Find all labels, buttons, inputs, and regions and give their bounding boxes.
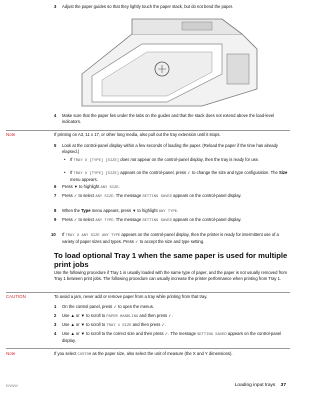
step-7-text	[62, 193, 290, 200]
text: If you select	[54, 351, 78, 356]
footer-title	[235, 383, 286, 388]
text: as the paper size, also select the unit of measure (the X and Y dimensions).	[91, 351, 233, 356]
text: menu appears.	[70, 177, 98, 182]
text: When the	[62, 208, 82, 213]
menu-name: Type	[81, 208, 91, 213]
display-message: SETTING SAVED	[197, 333, 227, 337]
step-3-number: 3	[54, 4, 57, 9]
footer-section: Loading input trays	[234, 383, 276, 388]
text: appears on the control-panel, press ✓ to change the size and type configuration. The	[119, 170, 279, 175]
section-intro: Use the following procedure if Tray 1 is usually loaded with the same type of paper, and the paper is not usually removed from Tray 1 between print jobs. The following procedure can usually increase the printer performance when printing from Tray 1.	[54, 270, 287, 281]
text: . The message	[113, 193, 143, 198]
text: Press ✓ to select	[62, 217, 96, 222]
note-label: Note	[6, 351, 16, 356]
section-heading: To load optional Tray 1 when the same paper is used for multiple print jobs	[54, 251, 288, 269]
down-arrow-icon: ▼	[73, 184, 78, 189]
substep-1-text: On the control panel, press ✓ to open the menus.	[62, 304, 154, 309]
display-message: SETTING SAVED	[142, 195, 172, 199]
step-9-text	[62, 217, 290, 224]
note-2-text	[54, 351, 290, 358]
footer-code: ENWW	[6, 384, 18, 388]
step-5-text: Look at the control-panel display within a few seconds of loading the paper. (Reload the paper if the time has already elapsed.)	[62, 143, 279, 154]
text: If	[70, 170, 74, 175]
text: If	[62, 232, 66, 237]
display-message: TRAY X [TYPE] [SIZE]	[73, 159, 120, 163]
step-8-number: 8	[54, 208, 57, 213]
text: and then press ✓.	[131, 322, 167, 327]
step-5-number: 5	[54, 143, 57, 148]
substep-1-number: 1	[54, 304, 57, 309]
text: Press ✓ to select	[62, 193, 96, 198]
text: and then press ✓.	[138, 313, 173, 318]
step-4-number: 4	[54, 113, 57, 118]
text: . The message	[113, 217, 143, 222]
substep-2-number: 2	[54, 313, 57, 318]
display-message: SETTING SAVED	[142, 219, 172, 223]
text: menu appears, press	[90, 208, 133, 213]
text: to highlight	[136, 208, 159, 213]
step-6-text	[62, 184, 290, 191]
text: .	[177, 208, 179, 213]
step-5-bullet-1	[70, 157, 290, 164]
text: appears on the control-panel display.	[171, 217, 242, 222]
step-10-text	[62, 232, 290, 245]
note-rule	[6, 130, 290, 131]
display-message: ANY SIZE	[95, 195, 114, 199]
caution-text: To avoid a jam, never add or remove paper from a tray while printing from that tray.	[54, 294, 208, 299]
note-rule	[6, 348, 290, 349]
display-message: ANY SIZE	[100, 186, 119, 190]
substep-4-number: 4	[54, 331, 57, 336]
display-message: TRAY X ANY SIZE ANY TYPE	[65, 234, 121, 238]
text: If	[70, 157, 74, 162]
down-arrow-icon: ▼	[132, 208, 137, 213]
caution-label: CAUTION	[6, 294, 26, 299]
substep-3-text	[62, 322, 290, 329]
substep-3-number: 3	[54, 322, 57, 327]
text: Use ▲ or ▼ to scroll to	[62, 322, 107, 327]
text: Use ▲ or ▼ to scroll to the correct size and then press ✓. The message	[62, 331, 198, 336]
bullet-marker: •	[64, 170, 66, 175]
display-message: TRAY 1 SIZE	[106, 324, 132, 328]
display-message: CUSTOM	[77, 353, 92, 357]
text: Press	[62, 184, 74, 189]
step-6-number: 6	[54, 184, 57, 189]
step-4-text: Make sure that the paper lies under the tabs on the guides and that the stack does not extend above the load-level indicators.	[62, 113, 275, 124]
note-label: Note	[6, 132, 16, 137]
text: .	[118, 184, 120, 189]
printer-tray-illustration	[72, 14, 262, 109]
menu-name: Size	[278, 170, 288, 175]
text: does not	[119, 157, 137, 162]
page-number: 37	[280, 383, 286, 388]
bullet-marker: •	[64, 157, 66, 162]
text: appears on the control-panel display.	[62, 331, 282, 343]
text: Use ▲ or ▼ to scroll to	[62, 313, 107, 318]
step-3-text: Adjust the paper guides so that they lightly touch the paper stack, but do not bend the paper.	[62, 4, 234, 9]
text: appears on the control-panel display, then the printer is ready for intermittent use of a variety of paper sizes and types. Press ✓ to accept the size and type setting.	[62, 232, 279, 244]
note-text: If printing on A3, 11 x 17, or other long media, also pull out the tray extension until it stops.	[54, 132, 221, 137]
text: appear on the control-panel display, then the tray is ready for use.	[136, 157, 260, 162]
caution-rule	[6, 292, 290, 293]
substep-2-text	[62, 313, 290, 320]
display-message: PAPER HANDLING	[106, 315, 139, 319]
step-10-number: 10	[51, 232, 56, 237]
display-message: ANY TYPE	[158, 210, 178, 214]
step-7-number: 7	[54, 193, 57, 198]
step-8-text	[62, 208, 290, 215]
step-5-bullet-2	[70, 170, 290, 183]
text: to highlight	[77, 184, 101, 189]
text: appears on the control-panel display.	[171, 193, 242, 198]
step-9-number: 9	[54, 217, 57, 222]
display-message: TRAY X [TYPE] [SIZE]	[73, 172, 120, 176]
substep-4-text	[62, 331, 290, 344]
display-message: ANY TYPE	[95, 219, 114, 223]
